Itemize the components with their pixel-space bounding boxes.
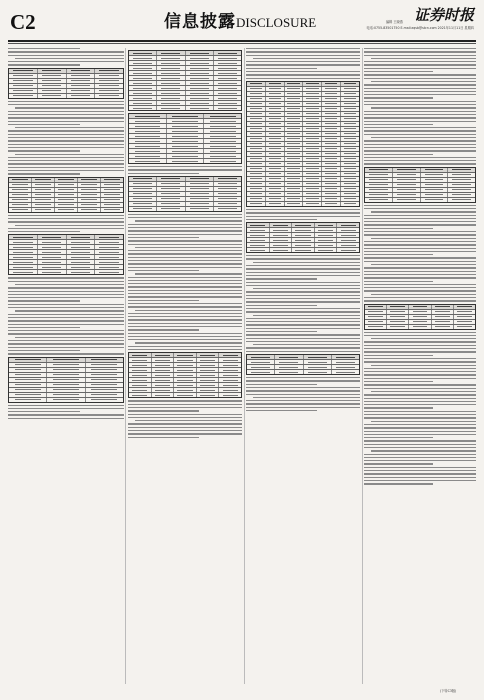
text-block (128, 214, 242, 350)
text-block (246, 377, 360, 411)
text-block (128, 400, 242, 438)
text-block (364, 48, 476, 165)
page-number: C2 (10, 10, 36, 34)
masthead-rule (8, 40, 476, 42)
text-block (364, 332, 476, 485)
data-table (8, 357, 124, 403)
masthead-rule-thin (8, 43, 476, 44)
text-block (246, 209, 360, 220)
text-block (128, 166, 242, 174)
data-table (8, 177, 124, 213)
column-divider (244, 48, 245, 684)
data-table (128, 113, 242, 164)
section-title-en: DISCLOSURE (236, 15, 317, 30)
text-block (246, 48, 360, 79)
text-block (246, 255, 360, 352)
column-3 (246, 48, 360, 684)
section-title (164, 10, 316, 35)
section-title-cn: 信息披露 (164, 12, 236, 32)
data-table (364, 304, 476, 330)
newspaper-logo: 证券时报 (413, 6, 474, 24)
masthead (8, 6, 476, 40)
text-block (8, 277, 124, 354)
data-table (8, 234, 124, 275)
data-table (364, 167, 476, 203)
text-block (8, 101, 124, 175)
data-table (8, 68, 124, 99)
text-block (8, 215, 124, 233)
column-4 (364, 48, 476, 684)
text-block (364, 205, 476, 302)
column-2 (128, 48, 242, 684)
data-table (128, 50, 242, 111)
text-block (8, 48, 124, 66)
data-table (246, 222, 360, 253)
data-table (128, 176, 242, 212)
column-divider (125, 48, 126, 684)
editor-credit: 编辑 王晓燕 (386, 20, 403, 24)
data-table (246, 354, 360, 375)
contact-line: 电话:0755-83501750 E-mail:zqsb@stcn.com 2021年11月11日 星期四 (366, 26, 474, 30)
data-table (128, 352, 242, 398)
column-1 (8, 48, 124, 684)
data-table (246, 81, 360, 207)
column-divider (362, 48, 363, 684)
text-block (8, 405, 124, 419)
continuation-note: (下转C3版) (440, 689, 457, 693)
